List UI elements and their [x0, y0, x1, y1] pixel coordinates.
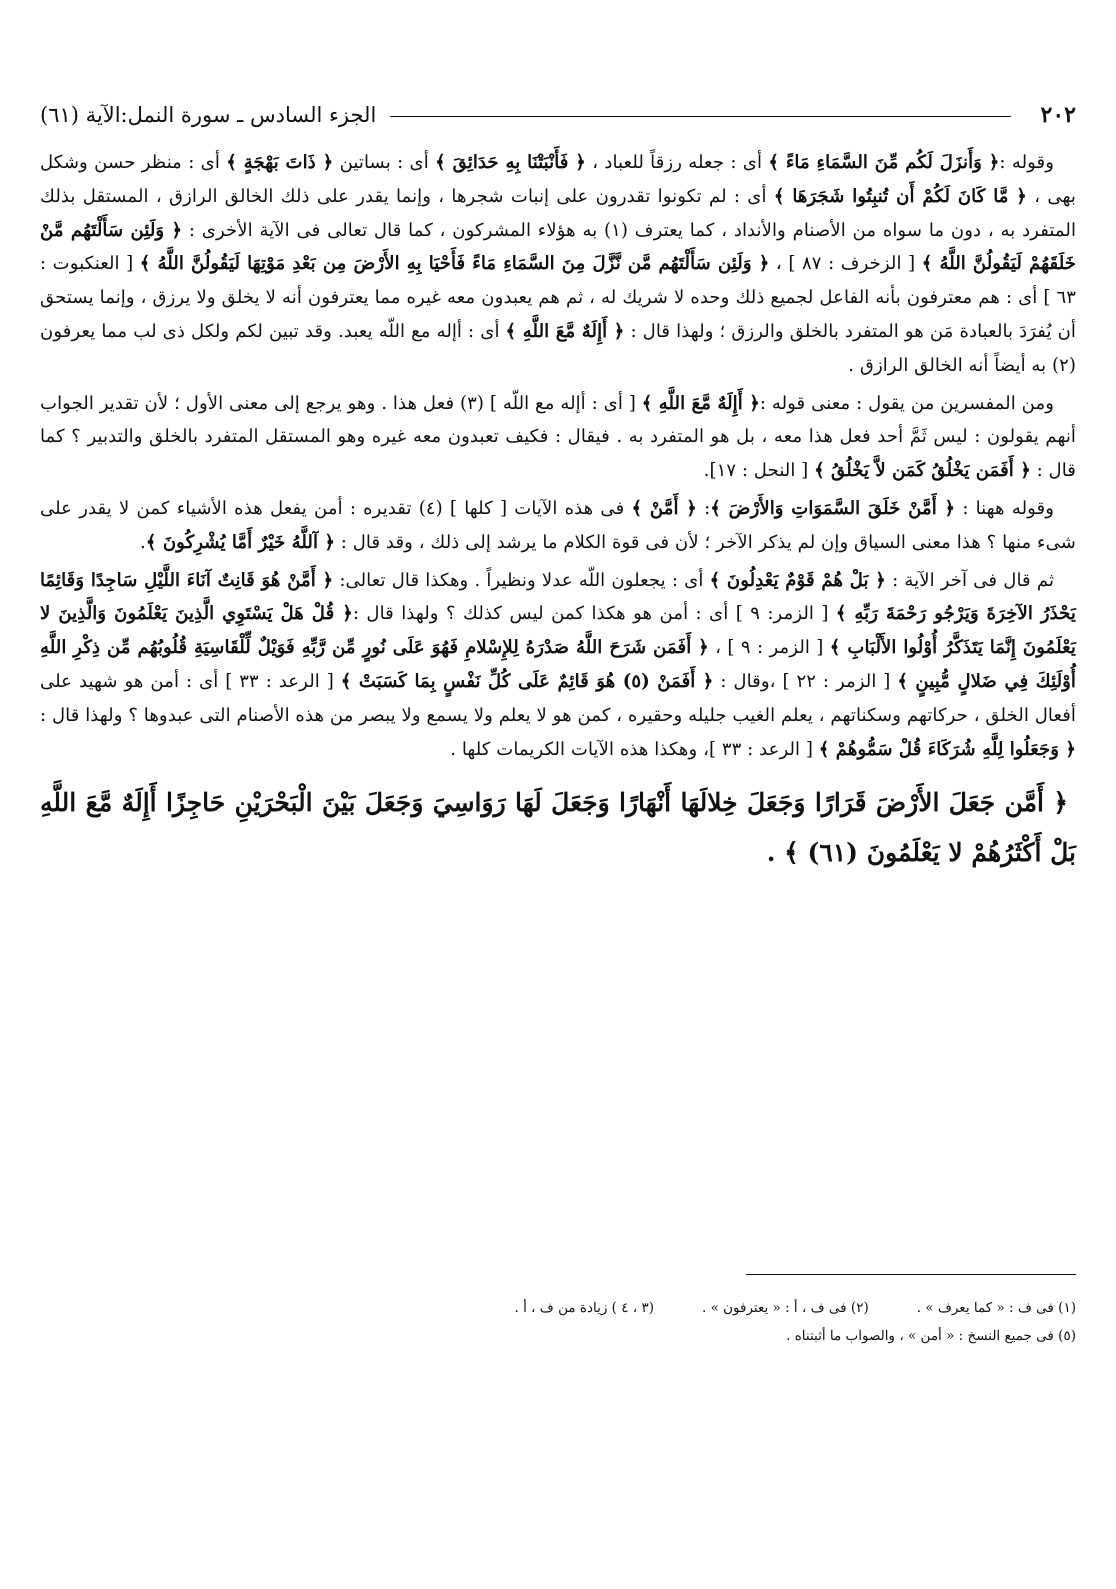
footnote-row: [40, 1322, 1076, 1350]
quran-quote: ﴿ فَأَنْبَتْنَا بِهِ حَدَائِقَ ﴾: [435, 152, 586, 173]
text-segment: [ الرعد : ٣٣ ] أى : أمن هو شهيد على أفعال الخلق ، حركاتهم وسكناتهم ، يعلم الغيب جليله وحقيره ، كمن هو لا يعلم ولا يسمع ولا يبصر من هذه الأصنام التى عبدوها ؟ ولهذا قال :: [40, 670, 1076, 726]
footnote: (٣ ، ٤ ) زيادة من ف ، أ .: [514, 1300, 654, 1316]
footnotes: [40, 1294, 1076, 1350]
quran-quote: ﴿ وَجَعَلُوا لِلَّهِ شُرَكَاءَ قُلْ سَمُّوهُمْ ﴾: [818, 738, 1076, 760]
text-segment: أى : يجعلون اللّه عدلا ونظيراً . وهكذا قال تعالى:: [333, 569, 710, 591]
quran-quote: ﴿ وَأَنزَلَ لَكُم مِّنَ السَّمَاءِ مَاءً ﴾: [768, 152, 1000, 173]
quran-quote: ﴿ وَلَئِن سَأَلْتَهُم مَّن نَّزَّلَ مِنَ السَّمَاءِ مَاءً فَأَحْيَا بِهِ الأَرْضَ مِن بَعْدِ مَوْتِهَا لَيَقُولُنَّ اللَّهُ ﴾: [139, 253, 770, 275]
running-title: الجزء السادس ـ سورة النمل:الآية (٦١): [40, 103, 377, 127]
book-page: [40, 84, 1076, 1564]
text-segment: [ الزمر : ٩ ] ،: [708, 637, 830, 659]
text-segment: فى هذه الآيات [ كلها ] (٤) تقديره : أمن يفعل هذه الأشياء كمن لا يقدر على شىء منها ؟ هذا معنى السياق وإن لم يذكر الآخر ؛ لأن فى قوة الكلام ما يرشد إلى ذلك ، وقد قال :: [40, 497, 1076, 553]
text-segment: أى : منظر حسن وشكل بهى ،: [40, 152, 1076, 207]
footnote: (٥) فى جميع النسخ : « أمن » ، والصواب ما أثبتناه .: [786, 1328, 1076, 1344]
text-segment: [ النحل : ١٧].: [703, 460, 815, 482]
quran-quote: ﴿ آللَّهُ خَيْرٌ أَمَّا يُشْرِكُونَ ﴾: [145, 531, 336, 553]
quran-quote: ﴿ أَمَّنْ خَلَقَ السَّمَوَاتِ وَالأَرْضَ ﴾: [710, 497, 956, 519]
page-number: ٢٠٢: [1040, 102, 1076, 128]
quran-quote: ﴿ قُلْ هَلْ يَسْتَوِي الَّذِينَ يَعْلَمُونَ وَالَّذِينَ لا يَعْلَمُونَ إِنَّمَا يَتَذَكَّرُ أُوْلُوا الأَلْبَابِ ﴾: [40, 603, 1076, 659]
footnote: (١) فى ف : « كما يعرف » .: [916, 1300, 1076, 1316]
quran-quote: ﴿ أَمَّنْ هُوَ قَانِتٌ آنَاءَ اللَّيْلِ سَاجِدًا وَقَائِمًا يَحْذَرُ الآخِرَةَ وَيَرْجُو رَحْمَةَ رَبِّهِ ﴾: [40, 569, 1076, 625]
quran-quote: ﴿ مَّا كَانَ لَكُمْ أَن تُنبِتُوا شَجَرَهَا ﴾: [773, 185, 1027, 207]
quran-quote: ﴿ أَإِلَهٌ مَّعَ اللَّهِ ﴾: [505, 320, 625, 342]
quran-quote: ﴿ أَفَمَن يَخْلُقُ كَمَن لاَّ يَخْلُقُ ﴾: [814, 460, 1031, 482]
quran-quote: ﴿ أَإِلَهٌ مَّعَ اللَّهِ ﴾: [641, 392, 760, 414]
paragraph: [40, 146, 1076, 383]
paragraph: [40, 387, 1076, 488]
text-segment: أى : بساتين: [333, 152, 436, 173]
text-segment: [ الزمر : ٢٢ ] ،وقال :: [713, 670, 898, 692]
quran-quote: ﴿ بَلْ هُمْ قَوْمٌ يَعْدِلُونَ ﴾: [709, 569, 886, 591]
text-segment: :: [696, 497, 711, 519]
text-segment: أى : جعله رزقاً للعباد ،: [585, 152, 769, 173]
quran-quote: ﴿ أَفَمَنْ (٥) هُوَ قَائِمٌ عَلَى كُلِّ نَفْسٍ بِمَا كَسَبَتْ ﴾: [340, 670, 714, 692]
text-segment: ومن المفسرين من يقول : معنى قوله :: [759, 392, 1055, 414]
text-segment: [ الرعد : ٣٣ ]، وهكذا هذه الآيات الكريمات كلها .: [450, 738, 819, 760]
quranic-verse: ﴿ أَمَّن جَعَلَ الأَرْضَ قَرَارًا وَجَعَلَ خِلالَهَا أَنْهَارًا وَجَعَلَ لَهَا رَوَاسِيَ وَجَعَلَ بَيْنَ الْبَحْرَيْنِ حَاجِزًا أَإِلَهٌ مَّعَ اللَّهِ بَلْ أَكْثَرُهُمْ لا يَعْلَمُونَ (٦١) ﴾ .: [40, 788, 1076, 868]
footnote-row: [40, 1294, 1076, 1322]
paragraph: [40, 492, 1076, 560]
text-segment: [ العنكبوت : ٦٣ ] أى : هم معترفون بأنه الفاعل لجميع ذلك وحده لا شريك له ، ثم هم يعبدون معه غيره مما يعترفون أنه لا يخلق ولا يرزق ، وإنما يستحق أن يُفرَدَ بالعبادة مَن هو المتفرد بالخلق والرزق ؛ ولهذا قال :: [40, 253, 1076, 342]
text-segment: وقوله ههنا :: [955, 497, 1054, 519]
text-segment: [ أى : أإله مع اللّه ] (٣) فعل هذا . وهو يرجع إلى معنى الأول ؛ لأن تقدير الجواب أنهم يقولون : ليس ثَمَّ أحد فعل هذا معه ، بل هو المتفرد به . فيقال : فكيف تعبدون معه غيره وهو المستقل المتفرد بالخلق والتدبير ؟ كما قال :: [40, 392, 1076, 482]
header-rule: [390, 116, 1010, 117]
text-segment: [ الزمر: ٩ ] أى : أمن هو هكذا كمن ليس كذلك ؟ ولهذا قال :: [352, 603, 836, 625]
text-segment: أى : أإله مع اللّه يعبد. وقد تبين لكم ولكل ذى لب مما يعرفون (٢) به أيضاً أنه الخالق الرازق .: [40, 320, 1076, 376]
text-segment: وقوله :: [999, 152, 1055, 173]
quran-quote: ﴿ وَلَئِن سَأَلْتَهُم مَّنْ خَلَقَهُمْ لَيَقُولُنَّ اللَّهُ ﴾: [40, 219, 1076, 275]
text-segment: [ الزخرف : ٨٧ ] ،: [769, 253, 922, 275]
commentary-body: [40, 146, 1076, 878]
paragraph: [40, 564, 1076, 767]
quran-quote: ﴿ أَمَّنْ ﴾: [631, 497, 697, 519]
footnote: (٢) فى ف ، أ : « يعترفون » .: [701, 1300, 869, 1316]
quran-quote: ﴿ أَفَمَن شَرَحَ اللَّهُ صَدْرَهُ لِلإِسْلامِ فَهُوَ عَلَى نُورٍ مِّن رَّبِّهِ فَوَيْلٌ لِّلْقَاسِيَةِ قُلُوبُهُم مِّن ذِكْرِ اللَّهِ أُوْلَئِكَ فِي ضَلالٍ مُّبِينٍ ﴾: [40, 637, 1076, 692]
quran-quote: ﴿ ذَاتَ بَهْجَةٍ ﴾: [226, 152, 334, 173]
text-segment: أى : لم تكونوا تقدرون على إنبات شجرها ، وإنما يقدر على ذلك الخالق الرازق ، المستقل بذلك المتفرد به ، دون ما سواه من الأصنام والأنداد ، كما يعترف (١) به هؤلاء المشركون ، كما قال تعالى فى الآية الأخرى :: [40, 185, 1077, 241]
page-header: [40, 84, 1076, 126]
footnote-rule: [746, 1274, 1076, 1275]
text-segment: ثم قال فى آخر الآية :: [885, 569, 1055, 591]
text-segment: .: [140, 531, 146, 553]
